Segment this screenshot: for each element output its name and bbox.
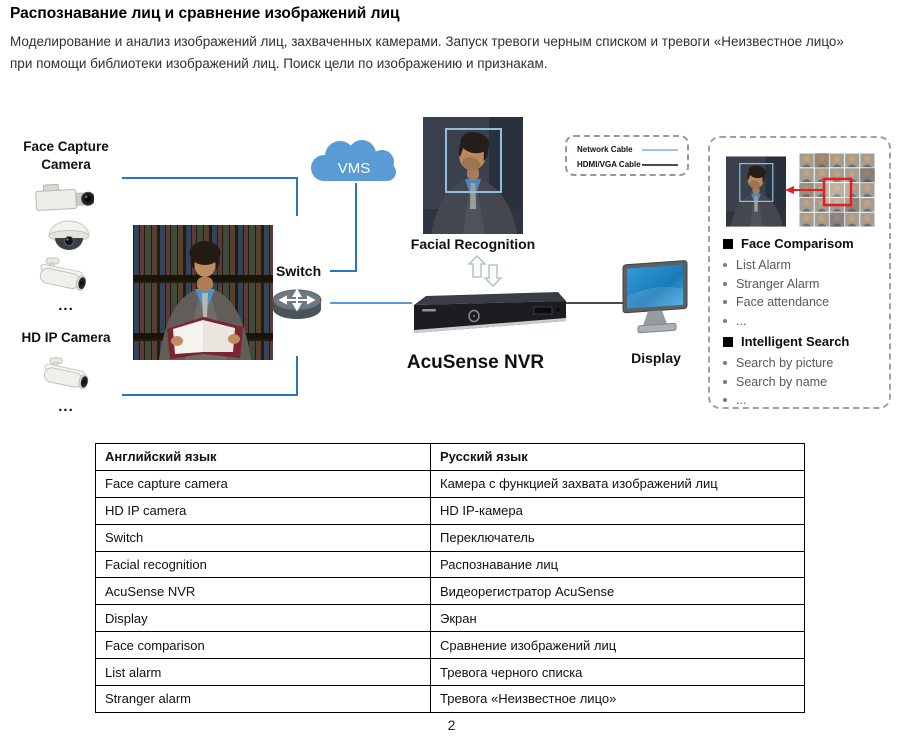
face-capture-camera-label: Face Capture Camera <box>23 139 109 172</box>
intelligent-search-heading: Intelligent Search <box>723 334 885 349</box>
switch-stub-line <box>330 270 357 272</box>
display-monitor-icon <box>622 255 692 343</box>
table-row: Face comparison Сравнение изображений лиц <box>96 632 805 659</box>
table-row: Switch Переключатель <box>96 524 805 551</box>
nvr-device <box>406 288 568 342</box>
network-line-bottom-rise <box>296 356 298 396</box>
switch-icon <box>271 287 323 321</box>
table-row: AcuSense NVR Видеорегистратор AcuSense <box>96 578 805 605</box>
nvr-label: AcuSense NVR <box>406 352 545 373</box>
sync-arrows-icon <box>468 255 502 287</box>
facial-recognition-photo <box>423 117 523 234</box>
intelligent-search-list <box>723 354 885 410</box>
table-row: Face capture camera Камера с функцией захвата изображений лиц <box>96 470 805 497</box>
box-camera-icon <box>34 181 94 215</box>
display-label: Display <box>631 350 681 366</box>
legend-network-cable: Network Cable <box>577 142 678 157</box>
vms-cloud <box>300 137 402 187</box>
list-item: List Alarm <box>723 256 885 275</box>
scene-photo-man-reading <box>133 225 273 360</box>
bullet-camera-icon <box>36 256 94 302</box>
dot-bullet-icon <box>723 319 727 323</box>
network-line-bottom <box>122 394 298 396</box>
column-header-english: Английский язык <box>96 444 431 471</box>
dome-camera-icon <box>46 218 92 255</box>
table-row: HD IP camera HD IP-камера <box>96 497 805 524</box>
face-comparison-heading: Face Comparisom <box>723 236 885 251</box>
face-comparison-list <box>723 256 885 330</box>
match-arrow-icon <box>784 184 826 196</box>
list-item: Face attendance <box>723 293 885 312</box>
hd-ip-camera-label: HD IP Camera <box>21 330 111 345</box>
list-item: ... <box>723 391 885 410</box>
page-title: Распознавание лиц и сравнение изображений лиц <box>10 5 400 22</box>
list-item: Search by name <box>723 373 885 392</box>
translation-table <box>95 443 805 713</box>
facial-recognition-label: Facial Recognition <box>410 236 536 252</box>
feature-lists <box>723 232 885 412</box>
column-header-russian: Русский язык <box>431 444 805 471</box>
vms-drop-line <box>355 183 357 272</box>
nvr-to-display-cable <box>566 302 626 304</box>
square-bullet-icon <box>723 337 733 347</box>
page-number: 2 <box>447 717 456 733</box>
feature-panel <box>708 136 891 409</box>
square-bullet-icon <box>723 239 733 249</box>
list-item: Stranger Alarm <box>723 275 885 294</box>
network-line-top <box>122 177 298 179</box>
more-cameras-ellipsis-2: ... <box>58 398 74 415</box>
table-row: Display Экран <box>96 605 805 632</box>
table-row: Facial recognition Распознавание лиц <box>96 551 805 578</box>
table-row: List alarm Тревога черного списка <box>96 659 805 686</box>
list-item: ... <box>723 312 885 331</box>
table-row: Stranger alarm Тревога «Неизвестное лицо» <box>96 686 805 713</box>
hdmi-cable-swatch <box>642 164 678 166</box>
more-cameras-ellipsis: ... <box>58 297 74 314</box>
dot-bullet-icon <box>723 361 727 365</box>
captured-face-photo <box>726 155 786 228</box>
switch-to-nvr-line <box>330 302 412 304</box>
dot-bullet-icon <box>723 380 727 384</box>
network-cable-swatch <box>642 149 678 151</box>
list-item: Search by picture <box>723 354 885 373</box>
hd-ip-bullet-camera-icon <box>40 356 96 400</box>
switch-label: Switch <box>276 263 322 279</box>
dot-bullet-icon <box>723 282 727 286</box>
matched-face-box <box>824 179 851 205</box>
cable-legend <box>565 135 689 176</box>
intro-paragraph: Моделирование и анализ изображений лиц, захваченных камерами. Запуск тревоги черным списком и тревоги «Неизвестное лицо» при помощи библиотеки изображений лиц. Поиск цели по изображению и признакам. <box>10 34 844 71</box>
dot-bullet-icon <box>723 398 727 402</box>
dot-bullet-icon <box>723 263 727 267</box>
legend-hdmi-cable: HDMI/VGA Cable <box>577 157 678 172</box>
vms-label: VMS <box>337 160 371 177</box>
table-header-row <box>96 444 805 471</box>
dot-bullet-icon <box>723 300 727 304</box>
network-line-top-drop <box>296 177 298 216</box>
